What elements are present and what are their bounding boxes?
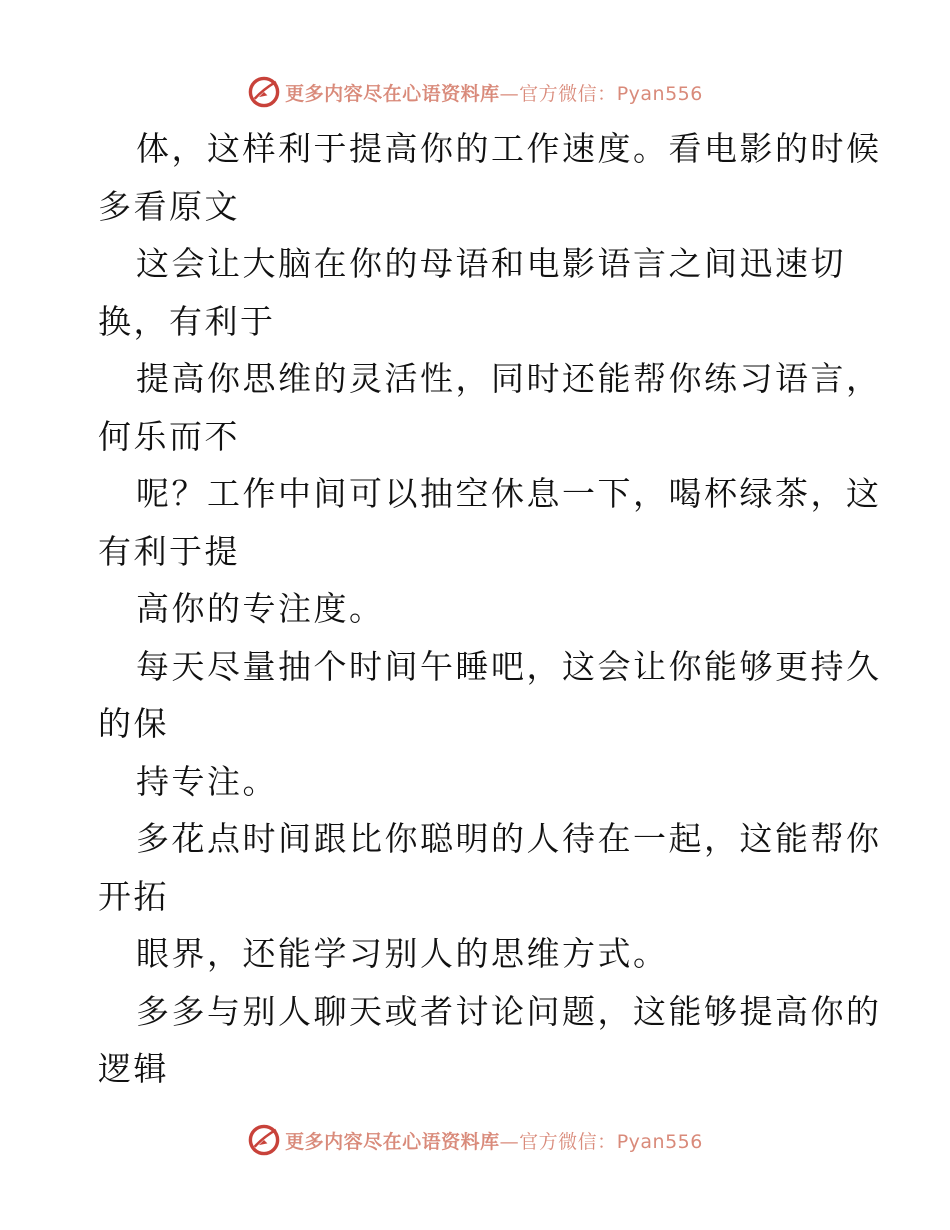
text-line: 眼界，还能学习别人的思维方式。 bbox=[136, 934, 669, 973]
text-line: 开拓 bbox=[98, 876, 169, 916]
text-line: 换，有利于 bbox=[98, 301, 276, 341]
text-line: 持专注。 bbox=[136, 761, 278, 801]
text-line: 多花点时间跟比你聪明的人待在一起，这能帮你 bbox=[136, 819, 882, 858]
text-line: 多多与别人聊天或者讨论问题，这能够提高你的 bbox=[136, 991, 882, 1031]
header-banner-wx: 官方微信： bbox=[519, 82, 617, 105]
footer-banner-wx: 官方微信： bbox=[519, 1130, 617, 1153]
footer-banner bbox=[0, 1120, 950, 1160]
text-line: 提高你思维的灵活性，同时还能帮你练习语言， bbox=[136, 359, 882, 398]
header-banner-text bbox=[285, 79, 703, 106]
text-line: 每天尽量抽个时间午睡吧，这会让你能够更持久 bbox=[136, 646, 882, 686]
header-banner-dash: — bbox=[499, 82, 520, 105]
text-line: 的保 bbox=[98, 704, 169, 743]
text-line: 逻辑 bbox=[98, 1049, 169, 1088]
text-line: 何乐而不 bbox=[98, 416, 240, 456]
text-line: 多看原文 bbox=[98, 186, 240, 226]
header-banner bbox=[0, 72, 950, 112]
text-line: 呢？工作中间可以抽空休息一下，喝杯绿茶，这 bbox=[136, 474, 882, 513]
text-line: 有利于提 bbox=[98, 531, 240, 571]
text-line: 体，这样利于提高你的工作速度。看电影的时候 bbox=[136, 129, 882, 168]
footer-banner-text bbox=[285, 1127, 703, 1154]
header-banner-id: Pyan556 bbox=[616, 82, 703, 105]
brand-logo-icon bbox=[247, 1123, 281, 1157]
footer-banner-id: Pyan556 bbox=[616, 1130, 703, 1153]
header-banner-cn: 更多内容尽在心语资料库 bbox=[285, 82, 500, 105]
text-line: 高你的专注度。 bbox=[136, 589, 385, 628]
text-line: 这会让大脑在你的母语和电影语言之间迅速切 bbox=[136, 244, 846, 283]
document-body bbox=[98, 120, 882, 1098]
footer-banner-cn: 更多内容尽在心语资料库 bbox=[285, 1130, 500, 1153]
brand-logo-icon bbox=[247, 75, 281, 109]
footer-banner-dash: — bbox=[499, 1130, 520, 1153]
